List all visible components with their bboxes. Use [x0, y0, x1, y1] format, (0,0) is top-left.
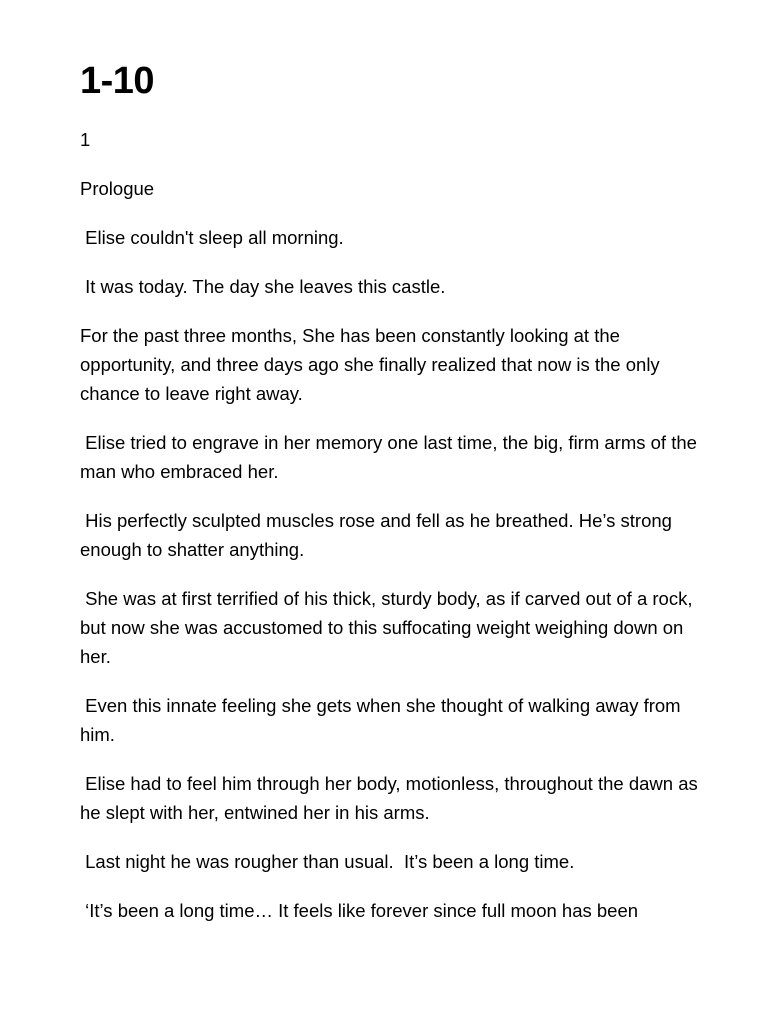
paragraph: Last night he was rougher than usual. It’s been a long time. — [80, 851, 575, 872]
paragraph: Elise tried to engrave in her memory one last time, the big, firm arms of the man who embraced her. — [80, 432, 703, 482]
paragraph: She was at first terrified of his thick, sturdy body, as if carved out of a rock, but now she was accustomed to this suffocating weight weighing down on her. — [80, 588, 698, 667]
paragraph: Elise had to feel him through her body, motionless, throughout the dawn as he slept with her, entwined her in his arms. — [80, 773, 703, 823]
paragraph: His perfectly sculpted muscles rose and fell as he breathed. He’s strong enough to shatter anything. — [80, 510, 678, 560]
chapter-title: 1-10 — [80, 60, 155, 102]
paragraph: ‘It’s been a long time… It feels like forever since full moon has been — [80, 900, 639, 921]
paragraph: For the past three months, She has been constantly looking at the opportunity, and three days ago she finally realized that now is the only chance to leave right away. — [80, 325, 665, 404]
paragraph-prologue-heading: Prologue — [80, 178, 155, 199]
paragraph: Even this innate feeling she gets when she thought of walking away from him. — [80, 695, 686, 745]
paragraph-chapter-number: 1 — [80, 129, 91, 150]
paragraph: Elise couldn't sleep all morning. — [80, 227, 344, 248]
document-body — [80, 125, 703, 945]
paragraph: It was today. The day she leaves this castle. — [80, 276, 446, 297]
